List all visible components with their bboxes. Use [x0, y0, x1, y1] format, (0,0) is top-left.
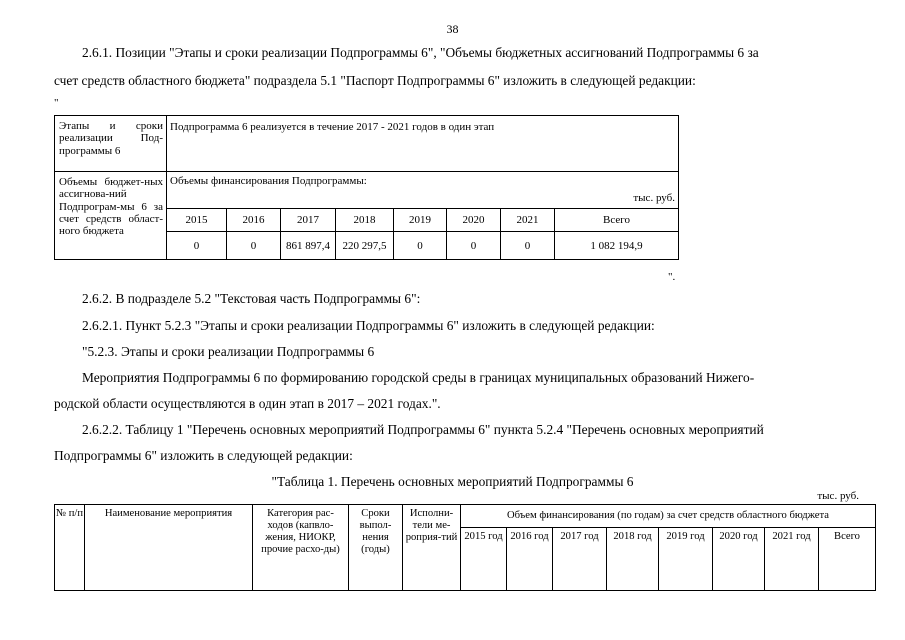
value-cell: 0: [501, 232, 555, 260]
passport-table: [54, 115, 679, 260]
value-cell: 0: [167, 232, 227, 260]
year-cell: 2021: [501, 209, 555, 232]
stages-text: Подпрограмма 6 реализуется в течение 2017 - 2021 годов в один этап: [167, 116, 679, 172]
total-header-cell: Всего: [555, 209, 679, 232]
year-cell: 2018: [336, 209, 394, 232]
total-value-cell: 1 082 194,9: [555, 232, 679, 260]
year-col-header: 2018 год: [607, 528, 659, 591]
year-col-header: 2019 год: [659, 528, 713, 591]
year-col-header: 2021 год: [765, 528, 819, 591]
paragraph-2-6-2-2-line-1: 2.6.2.2. Таблицу 1 "Перечень основных мероприятий Подпрограммы 6" пункта 5.2.4 "Перечень основных мероприятий: [82, 422, 764, 437]
value-cell: 861 897,4: [281, 232, 336, 260]
paragraph-2-6-2: 2.6.2. В подразделе 5.2 "Текстовая часть Подпрограммы 6":: [82, 291, 421, 306]
passport-unit: тыс. руб.: [633, 192, 675, 204]
col-header-total: Всего: [819, 528, 876, 591]
col-header-terms: Сроки выпол-нения (годы): [349, 505, 403, 591]
year-cell: 2019: [394, 209, 447, 232]
value-cell: 220 297,5: [336, 232, 394, 260]
value-cell: 0: [447, 232, 501, 260]
col-header-financing: Объем финансирования (по годам) за счет средств областного бюджета: [461, 505, 876, 528]
year-cell: 2015: [167, 209, 227, 232]
measures-table: [54, 504, 876, 591]
table-1-caption: "Таблица 1. Перечень основных мероприятий Подпрограммы 6: [271, 474, 634, 489]
stages-label: Этапы и сроки реализации Под-программы 6: [55, 116, 167, 172]
paragraph-2-6-2-1: 2.6.2.1. Пункт 5.2.3 "Этапы и сроки реализации Подпрограммы 6" изложить в следующей редакции:: [82, 318, 655, 333]
year-col-header: 2016 год: [507, 528, 553, 591]
value-cell: 0: [394, 232, 447, 260]
year-col-header: 2015 год: [461, 528, 507, 591]
paragraph-5-2-3-heading: "5.2.3. Этапы и сроки реализации Подпрограммы 6: [82, 344, 375, 359]
col-header-executors: Исполни-тели ме-роприя-тий: [403, 505, 461, 591]
table-1-unit: тыс. руб.: [817, 490, 859, 502]
financing-title: Объемы финансирования Подпрограммы:: [170, 175, 367, 187]
col-header-name: Наименование мероприятия: [85, 505, 253, 591]
open-quote: ": [54, 97, 59, 109]
year-cell: 2017: [281, 209, 336, 232]
col-header-number: № п/п: [55, 505, 85, 591]
year-col-header: 2020 год: [713, 528, 765, 591]
paragraph-2-6-1-line-1: 2.6.1. Позиции "Этапы и сроки реализации Подпрограммы 6", "Объемы бюджетных ассигнований Подпрограммы 6 за: [82, 45, 759, 60]
paragraph-measures-line-2: родской области осуществляются в один этап в 2017 – 2021 годах.".: [54, 396, 441, 411]
year-col-header: 2017 год: [553, 528, 607, 591]
page-number: 38: [446, 22, 459, 36]
year-cell: 2016: [227, 209, 281, 232]
budget-label: Объемы бюджет-ных ассигнова-ний Подпрограм-мы 6 за счет средств област-ного бюджета: [55, 172, 167, 260]
col-header-category: Категория рас-ходов (капвло-жения, НИОКР, прочие расхо-ды): [253, 505, 349, 591]
close-quote: ".: [668, 271, 676, 283]
year-cell: 2020: [447, 209, 501, 232]
paragraph-2-6-2-2-line-2: Подпрограммы 6" изложить в следующей редакции:: [54, 448, 353, 463]
paragraph-2-6-1-line-2: счет средств областного бюджета" подраздела 5.1 "Паспорт Подпрограммы 6" изложить в следующей редакции:: [54, 73, 696, 88]
value-cell: 0: [227, 232, 281, 260]
paragraph-measures-line-1: Мероприятия Подпрограммы 6 по формированию городской среды в границах муниципальных образований Нижего-: [82, 370, 755, 385]
financing-header-cell: [167, 172, 679, 209]
